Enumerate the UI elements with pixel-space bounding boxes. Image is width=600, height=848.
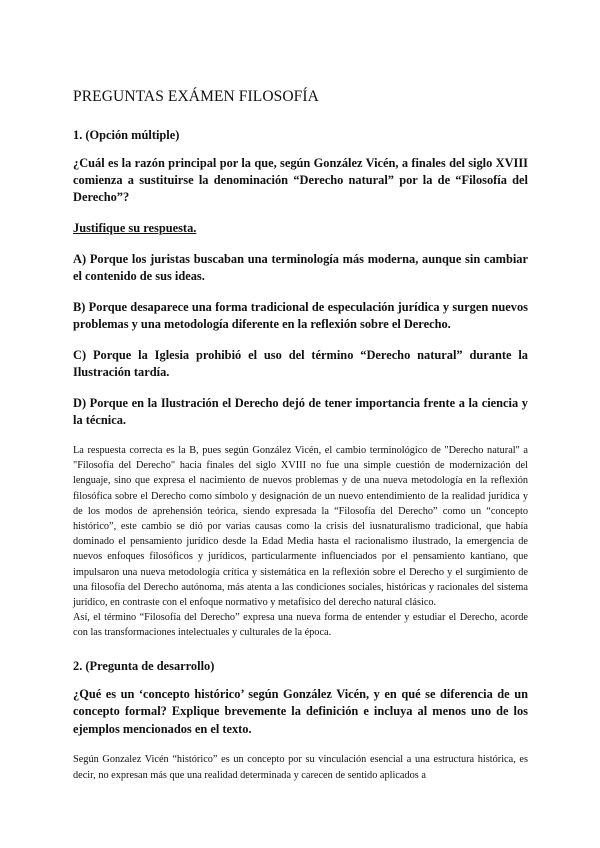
question-2-heading: 2. (Pregunta de desarrollo): [73, 658, 215, 673]
option-a: A) Porque los juristas buscaban una terminología más moderna, aunque sin cambiar el contenido de sus ideas.: [73, 252, 528, 283]
option-c: C) Porque la Iglesia prohibió el uso del término “Derecho natural” durante la Ilustración tardía.: [73, 348, 528, 379]
question-1-heading: 1. (Opción múltiple): [73, 128, 180, 142]
option-d: D) Porque en la Ilustración el Derecho dejó de tener importancia frente a la ciencia y la técnica.: [73, 396, 528, 427]
question-2-text: ¿Qué es un ‘concepto histórico’ según González Vicén, y en qué se diferencia de un concepto formal? Explique brevemente la definición e incluya al menos uno de los ejemplos mencionados en el texto.: [73, 686, 528, 736]
option-b: B) Porque desaparece una forma tradicional de especulación jurídica y surgen nuevos problemas y una metodología diferente en la reflexión sobre el Derecho.: [73, 300, 528, 331]
question-1-instruction: Justifique su respuesta.: [73, 221, 197, 235]
document-page: [73, 88, 528, 784]
question-1-text: ¿Cuál es la razón principal por la que, según González Vicén, a finales del siglo XVIII comienza a sustituirse la denominación “Derecho natural” por la de “Filosofía del Derecho”?: [73, 156, 528, 204]
answer-2-paragraph: Según Gonzalez Vicén “histórico” es un concepto por su vinculación esencial a una estructura histórica, es decir, no expresan más que una realidad determinada y carecen de sentido aplicados a: [73, 754, 528, 782]
answer-1-paragraph-1: La respuesta correcta es la B, pues según González Vicén, el cambio terminológico de "Derecho natural" a "Filosofía del Derecho" hacia finales del siglo XVIII no fue una simple cuestión de modernización del lenguaje, sino que expresa el nacimiento de nuevos problemas y de una nueva metodología en la reflexión filosófica sobre el Derecho como símbolo y designación de un nuevo entendimiento de la realidad jurídica y de los modos de aprehensión teórica, siendo expresada la “Filosofía del Derecho” como un “concepto histórico”, este cambio se dió por varias causas como la crisis del iusnaturalismo tradicional, que había dominado el pensamiento jurídico desde la Edad Media hasta el racionalismo ilustrado, la emergencia de nuevos enfoques filosóficos y jurídicos, particularmente influenciados por el pensamiento kantiano, que impulsaron una nueva metodología crítica y sistemática en la reflexión sobre el Derecho y el surgimiento de una filosofía del Derecho autónoma, más atenta a las condiciones sociales, históricas y racionales del sistema jurídico, en contraste con el enfoque normativo y metafísico del derecho natural clásico.: [73, 445, 528, 609]
page-title: PREGUNTAS EXÁMEN FILOSOFÍA: [73, 88, 319, 105]
answer-1-paragraph-2: Así, el término “Filosofía del Derecho” expresa una nueva forma de entender y estudiar el Derecho, acorde con las transformaciones intelectuales y culturales de la época.: [73, 612, 528, 639]
